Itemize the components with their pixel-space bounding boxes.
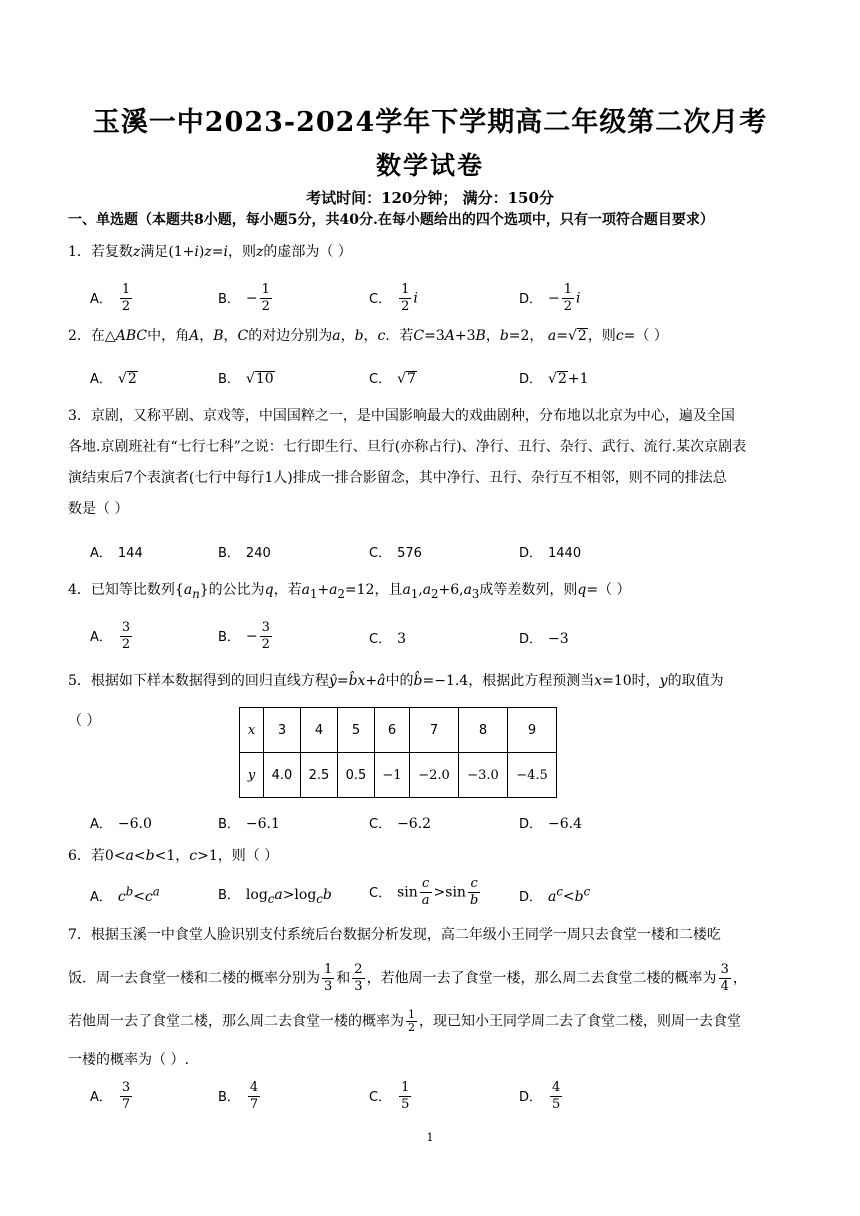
q3-option-c[interactable]: C． 576	[369, 546, 422, 561]
q2-option-d[interactable]: D． √2+1	[519, 371, 589, 387]
q4-option-a[interactable]: A． $\frac{3}{2}$	[90, 620, 131, 652]
question-5: 5．根据如下样本数据得到的回归直线方程ŷ=b̂x+â中的b̂=−1.4，根据此方程预测当x=10时，y的取值为	[68, 673, 724, 689]
q5-option-c[interactable]: C． −6.2	[369, 816, 432, 832]
q1-option-c[interactable]: C． $\frac{1}{2}$ i	[369, 282, 418, 314]
exam-title: 玉溪一中2023-2024学年下学期高二年级第二次月考	[92, 107, 768, 138]
question-1: 1．若复数z满足(1+i)z=i，则z的虚部为（ ）	[68, 244, 352, 260]
section-title: 一、单选题（本题共8小题，每小题5分，共40分.在每小题给出的四个选项中，只有一项符合题目要求）	[68, 212, 714, 228]
question-7-line-2: 饭．周一去食堂一楼和二楼的概率分别为 $\frac{1}{3}$ 和 $\frac{2}{3}$ ，若他周一去了食堂一楼，那么周二去食堂二楼的概率为 $\frac{3}{4}$ ，	[68, 962, 747, 994]
q4-option-b[interactable]: B． − $\frac{3}{2}$	[218, 620, 270, 652]
exam-subject: 数学试卷	[375, 151, 484, 180]
q7-option-d[interactable]: D． $\frac{4}{5}$	[519, 1080, 561, 1112]
question-7-line-4: 一楼的概率为（ ）.	[68, 1052, 189, 1068]
q1-option-a[interactable]: A． $\frac{1}{2}$	[90, 282, 131, 314]
q3-option-a[interactable]: A． 144	[90, 546, 143, 561]
q2-option-c[interactable]: C． √7	[369, 371, 416, 387]
table-row: x 3 4 5 6 7 8 9	[240, 708, 557, 753]
q6-option-c[interactable]: C． sin $\frac{c}{a}$ >sin $\frac{c}{b}$	[369, 876, 479, 908]
q7-option-b[interactable]: B． $\frac{4}{7}$	[218, 1080, 259, 1112]
exam-info: 考试时间：120分钟； 满分：150分	[306, 189, 554, 207]
q7-option-c[interactable]: C． $\frac{1}{5}$	[369, 1080, 410, 1112]
q5-option-d[interactable]: D． −6.4	[519, 816, 583, 832]
question-4: 4．已知等比数列$\{a_n\}$的公比为q，若$a_1+a_2=12$，且$a_1,a_2+6,a_3$成等差数列，则q=（ ）	[68, 582, 631, 601]
q2-option-a[interactable]: A． √2	[90, 371, 137, 387]
question-2: 2．在△ABC中，角A，B，C的对边分别为a，b，c．若C=3A+3B，b=2， a=√2，则c=（ ）	[68, 328, 668, 344]
q6-option-a[interactable]: A． $c^b<c^a$	[90, 884, 160, 905]
q4-option-c[interactable]: C． 3	[369, 631, 406, 647]
q1-option-b[interactable]: B． − $\frac{1}{2}$	[218, 282, 270, 314]
q6-option-d[interactable]: D． $a^c<b^c$	[519, 884, 591, 905]
q3-option-d[interactable]: D． 1440	[519, 546, 582, 561]
question-5-paren: （ ）	[68, 713, 101, 729]
table-row: y 4.0 2.5 0.5 −1 −2.0 −3.0 −4.5	[240, 753, 557, 798]
q2-option-b[interactable]: B． √10	[218, 371, 274, 387]
q5-option-b[interactable]: B． −6.1	[218, 816, 280, 832]
q4-option-d[interactable]: D． −3	[519, 631, 569, 647]
page-number: 1	[426, 1131, 434, 1144]
q6-option-b[interactable]: B． $\log_ca>\log_cb$	[218, 887, 332, 906]
q7-option-a[interactable]: A． $\frac{3}{7}$	[90, 1080, 131, 1112]
q3-option-b[interactable]: B． 240	[218, 546, 271, 561]
q1-option-d[interactable]: D． − $\frac{1}{2}$ i	[519, 282, 581, 314]
q5-option-a[interactable]: A． −6.0	[90, 816, 152, 832]
sample-data-table	[239, 707, 557, 798]
question-7-line-3: 若他周一去了食堂二楼，那么周二去食堂一楼的概率为 $\frac{1}{2}$ ，现已知小王同学周二去了食堂二楼，则周一去食堂	[68, 1008, 741, 1034]
question-3: 3．京剧，又称平剧、京戏等，中国国粹之一，是中国影响最大的戏曲剧种，分布地以北京为中心，遍及全国 各地.京剧班社有“七行七科”之说：七行即生行、旦行(亦称占行)、净行、丑行、杂行、武行、流行.某次京剧表 演结束后7个表演者(七行中每行1人)排成一排合影留念，其中净行、丑行、杂行互不相邻，则不同的排法总 数是（ ）	[68, 408, 747, 517]
question-7-line-1: 7．根据玉溪一中食堂人脸识别支付系统后台数据分析发现，高二年级小王同学一周只去食堂一楼和二楼吃	[68, 927, 721, 943]
question-6: 6．若0<a<b<1，c>1，则（ ）	[68, 848, 279, 864]
